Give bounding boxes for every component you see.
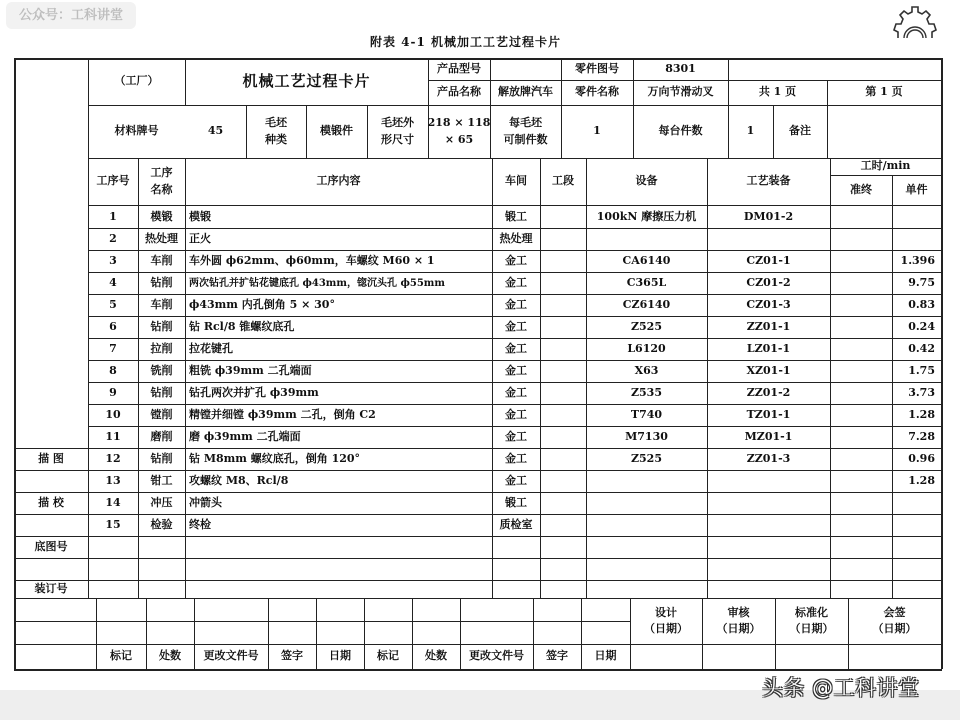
blank-size-value[interactable] bbox=[428, 105, 490, 158]
design-date-label: （日期） bbox=[644, 622, 688, 635]
product-model-value[interactable] bbox=[490, 58, 561, 80]
op-name: 热处理 bbox=[145, 231, 178, 245]
product-name-value[interactable]: 解放牌汽车 bbox=[498, 85, 553, 99]
op-content: 钻 Rcl/8 锥螺纹底孔 bbox=[189, 319, 295, 333]
op-equipment: 100kN 摩擦压力机 bbox=[596, 209, 697, 223]
op-no: 13 bbox=[105, 473, 121, 487]
col-prep-time: 准终 bbox=[850, 182, 872, 196]
col-op-name-line1: 工序 bbox=[150, 166, 173, 179]
op-name: 车削 bbox=[150, 253, 173, 267]
blank-type-label bbox=[246, 105, 306, 158]
trace-label: 描 图 bbox=[38, 451, 64, 465]
design-signature-field[interactable] bbox=[630, 644, 702, 669]
op-no: 14 bbox=[105, 495, 121, 509]
binding-no-label: 装订号 bbox=[34, 581, 68, 595]
material-label: 材料牌号 bbox=[114, 124, 159, 138]
design-label: 设计 bbox=[655, 605, 677, 619]
op-no: 5 bbox=[109, 297, 117, 311]
col-op-name-line2: 名称 bbox=[150, 182, 173, 196]
standardize-signature-field[interactable] bbox=[775, 644, 848, 669]
op-workshop: 锻工 bbox=[505, 495, 527, 509]
review-label: 审核 bbox=[727, 605, 750, 619]
op-no: 2 bbox=[109, 231, 117, 245]
material-value[interactable]: 45 bbox=[207, 124, 224, 138]
op-unit-time: 0.24 bbox=[908, 319, 935, 333]
op-name: 镗削 bbox=[150, 407, 173, 421]
op-tooling: CZ01-1 bbox=[746, 253, 791, 267]
watermark-bottom-right: 头条 @工科讲堂 bbox=[762, 676, 920, 700]
op-tooling bbox=[707, 228, 830, 250]
op-unit-time bbox=[892, 206, 941, 228]
op-equipment bbox=[586, 470, 707, 492]
standardize-date-label: （日期） bbox=[789, 622, 834, 635]
blank-type-label-line2: 种类 bbox=[265, 132, 287, 146]
op-name: 拉削 bbox=[150, 341, 173, 355]
op-unit-time: 0.83 bbox=[908, 297, 935, 311]
op-workshop: 质检室 bbox=[499, 517, 533, 531]
op-tooling: DM01-2 bbox=[743, 209, 794, 223]
table-row[interactable] bbox=[88, 272, 941, 294]
gear-icon bbox=[890, 2, 940, 42]
rev-mark-2: 标记 bbox=[377, 649, 399, 663]
op-equipment: Z525 bbox=[631, 319, 662, 333]
op-tooling bbox=[707, 470, 830, 492]
op-tooling: LZ01-1 bbox=[746, 341, 791, 355]
op-workshop: 金工 bbox=[505, 363, 527, 377]
card-title: 机械工艺过程卡片 bbox=[242, 72, 371, 91]
op-content: 钻孔两次并扩孔 ϕ39mm bbox=[189, 385, 319, 399]
table-row[interactable] bbox=[88, 492, 941, 514]
op-name: 检验 bbox=[150, 517, 173, 531]
op-unit-time: 0.96 bbox=[908, 451, 935, 465]
table-row[interactable] bbox=[88, 228, 941, 250]
page-title: 附表 4-1 机械加工工艺过程卡片 bbox=[370, 35, 562, 49]
op-unit-time: 1.75 bbox=[908, 363, 935, 377]
op-workshop: 金工 bbox=[505, 407, 527, 421]
col-tooling: 工艺装备 bbox=[746, 174, 791, 188]
part-name-label: 零件名称 bbox=[575, 85, 619, 99]
factory-label: （工厂） bbox=[114, 74, 159, 88]
op-equipment: M7130 bbox=[625, 429, 668, 443]
op-workshop: 金工 bbox=[505, 253, 527, 267]
watermark-top-left: 公众号：工科讲堂 bbox=[6, 2, 136, 29]
op-workshop: 金工 bbox=[505, 385, 527, 399]
op-workshop: 金工 bbox=[505, 297, 527, 311]
op-unit-time: 1.28 bbox=[908, 407, 935, 421]
table-row[interactable] bbox=[88, 294, 941, 316]
table-row[interactable] bbox=[88, 470, 941, 492]
op-tooling bbox=[707, 492, 830, 514]
op-name: 钻削 bbox=[150, 275, 173, 289]
op-content: ϕ43mm 内孔倒角 5 × 30° bbox=[189, 297, 335, 311]
op-equipment bbox=[586, 492, 707, 514]
op-no: 3 bbox=[109, 253, 117, 267]
table-row[interactable] bbox=[88, 426, 941, 448]
op-tooling: CZ01-2 bbox=[746, 275, 791, 289]
op-no: 9 bbox=[109, 385, 117, 399]
op-content: 攻螺纹 M8、Rcl/8 bbox=[189, 473, 289, 487]
op-tooling: ZZ01-3 bbox=[746, 451, 791, 465]
op-no: 10 bbox=[105, 407, 121, 421]
blank-size-value-line1: 218 × 118 bbox=[427, 116, 491, 129]
table-row[interactable] bbox=[88, 514, 941, 536]
rev-signature-1: 签字 bbox=[281, 649, 303, 663]
op-equipment: Z535 bbox=[631, 385, 662, 399]
standardize-label: 标准化 bbox=[795, 605, 828, 619]
op-tooling: ZZ01-1 bbox=[746, 319, 791, 333]
col-equipment: 设备 bbox=[635, 174, 658, 188]
col-op-name bbox=[138, 158, 185, 205]
op-no: 1 bbox=[109, 209, 117, 223]
col-section: 工段 bbox=[552, 174, 574, 188]
op-tooling: ZZ01-2 bbox=[746, 385, 791, 399]
op-unit-time bbox=[892, 492, 941, 514]
rev-doc-no-2: 更改文件号 bbox=[469, 649, 524, 663]
design-signoff bbox=[630, 598, 702, 644]
op-no: 4 bbox=[109, 275, 117, 289]
pieces-per-unit-label: 每台件数 bbox=[658, 124, 703, 138]
op-content: 粗铣 ϕ39mm 二孔端面 bbox=[189, 363, 312, 377]
op-unit-time: 1.396 bbox=[900, 253, 935, 267]
op-workshop: 热处理 bbox=[499, 231, 533, 245]
op-content: 终检 bbox=[189, 517, 211, 531]
table-row[interactable] bbox=[88, 448, 941, 470]
op-equipment: C365L bbox=[626, 275, 667, 289]
col-time-group: 工时/min bbox=[860, 159, 911, 173]
review-signoff bbox=[702, 598, 775, 644]
op-name: 模锻 bbox=[150, 209, 173, 223]
op-workshop: 金工 bbox=[505, 451, 527, 465]
col-content: 工序内容 bbox=[316, 174, 361, 188]
rev-date-2: 日期 bbox=[594, 649, 617, 663]
op-equipment: X63 bbox=[634, 363, 659, 377]
part-drawing-no-value[interactable]: 8301 bbox=[665, 61, 696, 75]
op-unit-time bbox=[892, 514, 941, 536]
total-pages: 共 1 页 bbox=[758, 85, 797, 99]
op-no: 7 bbox=[109, 341, 117, 355]
pieces-per-blank-label-line2: 可制件数 bbox=[503, 132, 548, 146]
review-signature-field[interactable] bbox=[702, 644, 775, 669]
review-date-label: （日期） bbox=[716, 622, 761, 635]
rev-doc-no-1: 更改文件号 bbox=[203, 649, 259, 663]
op-no: 15 bbox=[105, 517, 121, 531]
op-content: 钻 M8mm 螺纹底孔，倒角 120° bbox=[189, 451, 361, 465]
op-workshop: 金工 bbox=[505, 429, 527, 443]
rev-count-2: 处数 bbox=[425, 649, 447, 663]
blank-size-label-line1: 毛坯外 bbox=[381, 116, 414, 129]
rev-date-1: 日期 bbox=[329, 649, 351, 663]
pieces-per-blank-label bbox=[490, 105, 561, 158]
op-content: 正火 bbox=[189, 231, 211, 245]
op-content: 拉花键孔 bbox=[189, 341, 233, 355]
product-model-label: 产品型号 bbox=[437, 61, 481, 75]
blank-size-label-line2: 形尺寸 bbox=[381, 132, 414, 146]
op-tooling: CZ01-3 bbox=[746, 297, 791, 311]
pieces-per-blank-label-line1: 每毛坯 bbox=[509, 116, 542, 129]
op-unit-time: 9.75 bbox=[908, 275, 935, 289]
trace-check-label: 描 校 bbox=[38, 495, 64, 509]
blank-size-label bbox=[367, 105, 428, 158]
op-workshop: 金工 bbox=[505, 473, 527, 487]
pieces-per-blank-value[interactable]: 1 bbox=[593, 124, 601, 138]
pieces-per-unit-value[interactable]: 1 bbox=[746, 124, 755, 138]
countersign-signoff bbox=[848, 598, 941, 644]
op-no: 8 bbox=[109, 363, 117, 377]
op-name: 磨削 bbox=[150, 429, 173, 443]
op-content: 精镗并细镗 ϕ39mm 二孔，倒角 C2 bbox=[189, 407, 376, 421]
table-row[interactable] bbox=[88, 206, 941, 228]
op-unit-time: 1.28 bbox=[908, 473, 935, 487]
op-name: 钻削 bbox=[150, 319, 173, 333]
table-row[interactable] bbox=[88, 360, 941, 382]
op-workshop: 金工 bbox=[505, 341, 527, 355]
table-row[interactable] bbox=[88, 338, 941, 360]
op-name: 车削 bbox=[150, 297, 173, 311]
table-row[interactable] bbox=[88, 382, 941, 404]
op-content: 两次钻孔并扩钻花键底孔 ϕ43mm，锪沉头孔 ϕ55mm bbox=[189, 277, 445, 289]
blank-size-value-line2: × 65 bbox=[444, 132, 474, 146]
op-name: 钻削 bbox=[150, 451, 173, 465]
op-equipment: T740 bbox=[630, 407, 663, 421]
standardize-signoff bbox=[775, 598, 848, 644]
table-row[interactable] bbox=[88, 316, 941, 338]
op-unit-time: 0.42 bbox=[908, 341, 935, 355]
table-row[interactable] bbox=[88, 250, 941, 272]
op-tooling: MZ01-1 bbox=[744, 429, 793, 443]
col-unit-time: 单件 bbox=[905, 182, 928, 196]
op-no: 11 bbox=[105, 429, 121, 443]
op-unit-time: 3.73 bbox=[908, 385, 935, 399]
op-tooling: TZ01-1 bbox=[746, 407, 791, 421]
op-workshop: 金工 bbox=[505, 319, 527, 333]
op-name: 钻削 bbox=[150, 385, 173, 399]
op-no: 12 bbox=[105, 451, 121, 465]
op-tooling: XZ01-1 bbox=[746, 363, 791, 377]
op-workshop: 金工 bbox=[505, 275, 527, 289]
part-drawing-no-label: 零件图号 bbox=[575, 61, 619, 75]
remarks-label: 备注 bbox=[789, 124, 811, 138]
op-equipment: Z525 bbox=[631, 451, 662, 465]
part-name-value[interactable]: 万向节滑动叉 bbox=[647, 85, 714, 99]
countersign-signature-field[interactable] bbox=[848, 644, 941, 669]
op-content: 车外圆 ϕ62mm、ϕ60mm，车螺纹 M60 × 1 bbox=[189, 253, 435, 267]
op-no: 6 bbox=[109, 319, 117, 333]
page-number: 第 1 页 bbox=[865, 85, 903, 99]
op-equipment: CZ6140 bbox=[622, 297, 671, 311]
remarks-value[interactable] bbox=[827, 105, 941, 158]
col-workshop: 车间 bbox=[505, 174, 527, 188]
op-name: 冲压 bbox=[150, 495, 173, 509]
rev-signature-2: 签字 bbox=[546, 649, 568, 663]
op-equipment: CA6140 bbox=[622, 253, 671, 267]
countersign-label: 会签 bbox=[883, 605, 906, 619]
op-unit-time bbox=[892, 228, 941, 250]
op-content: 磨 ϕ39mm 二孔端面 bbox=[189, 429, 301, 443]
op-content: 冲箭头 bbox=[189, 495, 222, 509]
op-tooling bbox=[707, 514, 830, 536]
rev-mark-1: 标记 bbox=[110, 649, 132, 663]
col-op-no: 工序号 bbox=[96, 174, 130, 188]
op-name: 钳工 bbox=[150, 473, 173, 487]
product-name-label: 产品名称 bbox=[437, 85, 481, 99]
base-drawing-no-label: 底图号 bbox=[34, 539, 68, 553]
blank-type-label-line1: 毛坯 bbox=[265, 116, 287, 129]
op-equipment: L6120 bbox=[627, 341, 666, 355]
rev-count-1: 处数 bbox=[159, 649, 181, 663]
op-unit-time: 7.28 bbox=[908, 429, 935, 443]
op-equipment bbox=[586, 514, 707, 536]
blank-type-value[interactable]: 模锻件 bbox=[320, 124, 353, 138]
op-workshop: 锻工 bbox=[505, 209, 527, 223]
table-row[interactable] bbox=[88, 404, 941, 426]
op-content: 模锻 bbox=[189, 209, 211, 223]
countersign-date-label: （日期） bbox=[872, 622, 917, 635]
op-equipment bbox=[586, 228, 707, 250]
op-name: 铣削 bbox=[150, 363, 173, 377]
